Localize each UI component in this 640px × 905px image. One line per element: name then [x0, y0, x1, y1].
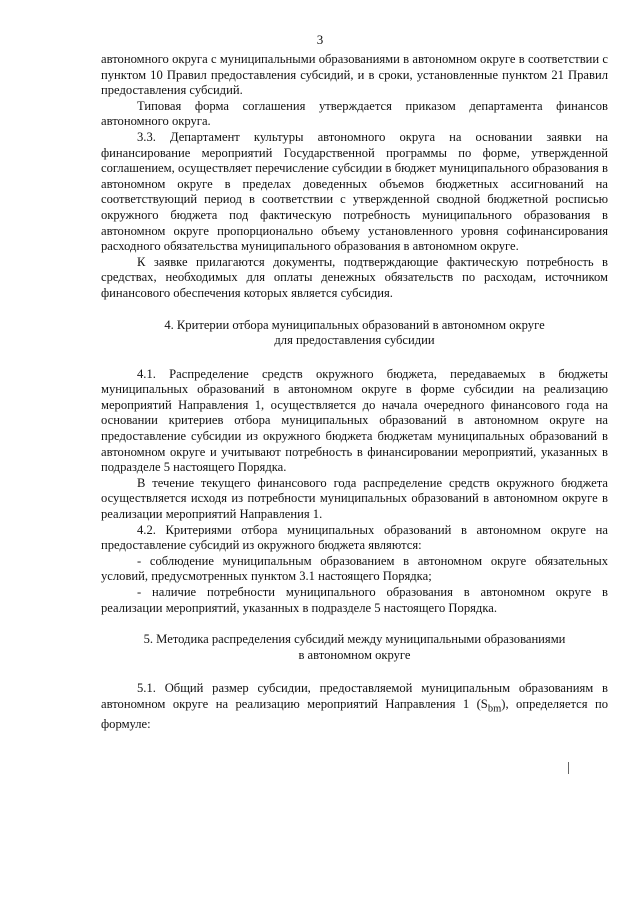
- paragraph-5-1-subscript: bm: [487, 703, 502, 715]
- scan-mark: [568, 762, 569, 774]
- paragraph-agreement-form: Типовая форма соглашения утверждается приказом департамента финансов автономного округа.: [101, 98, 608, 129]
- paragraph-5-1-text-end: ), определяется по формуле:: [101, 696, 608, 732]
- page-number: 3: [316, 32, 324, 47]
- paragraph-4-2: 4.2. Критериями отбора муниципальных образований в автономном округе на предоставление субсидий из окружного бюджета являются:: [101, 522, 608, 553]
- paragraph-continuation: автономного округа с муниципальными образованиями в автономном округе в соответствии с пунктом 10 Правил предоставления субсидий, и в сроки, установленные пунктом 21 Правил предоставления субсидий.: [101, 52, 608, 98]
- paragraph-current-year: В течение текущего финансового года распределение средств окружного бюджета осуществляется исходя из потребности муниципальных образований в автономном округе в реализации мероприятий Направления 1.: [101, 475, 608, 522]
- paragraph-3-3: 3.3. Департамент культуры автономного округа на основании заявки на финансирование мероприятий Государственной программы по форме, утвержденной соглашением, осуществляет перечисление субсидии в бюджет муниципального образования в автономном округе в пределах доведенных объемов бюджетных ассигнований на соответствующий период в соответствии с утвержденной сводной бюджетной росписью окружного бюджета под фактическую потребность муниципального образования в автономном округе пропорционально объему установленного уровня софинансирования расходного обязательства муниципального образования в автономном округе.: [101, 129, 608, 254]
- criteria-item-need: - наличие потребности муниципального образования в автономном округе в реализации мероприятий, указанных в подразделе 5 настоящего Порядка.: [101, 585, 608, 615]
- document-body: [101, 52, 608, 733]
- section-5-heading-line-2: в автономном округе: [298, 647, 411, 662]
- section-5-heading-line-1: 5. Методика распределения субсидий между муниципальными образованиями: [143, 632, 566, 647]
- section-5-heading: [101, 632, 608, 663]
- paragraph-4-1: 4.1. Распределение средств окружного бюджета, передаваемых в бюджеты муниципальных образований в автономном округе в форме субсидии на реализацию мероприятий Направления 1, осуществляется до начала очередного финансового года на основании критериев отбора муниципальных образований в автономном округе на предоставление субсидии из окружного бюджета бюджетам муниципальных образований в автономном округе и учитывают потребность в финансировании мероприятий, указанных в подразделе 5 настоящего Порядка.: [101, 366, 608, 475]
- criteria-item-conditions: - соблюдение муниципальным образованием в автономном округе обязательных условий, предусмотренных пунктом 3.1 настоящего Порядка;: [101, 553, 608, 584]
- paragraph-5-1-text-start: 5.1. Общий размер субсидии, предоставляемой муниципальным образованиям в автономном округе на реализацию мероприятий Направления 1 (S: [101, 681, 608, 711]
- paragraph-attachments: К заявке прилагаются документы, подтверждающие фактическую потребность в средствах, необходимых для оплаты денежных обязательств по расходам, источником финансового обеспечения которых является субсидия.: [101, 254, 608, 300]
- paragraph-5-1: [101, 681, 608, 732]
- section-4-heading-line-2: для предоставления субсидии: [274, 333, 435, 348]
- section-4-heading-line-1: 4. Критерии отбора муниципальных образований в автономном округе: [164, 317, 545, 332]
- section-4-heading: [101, 318, 608, 349]
